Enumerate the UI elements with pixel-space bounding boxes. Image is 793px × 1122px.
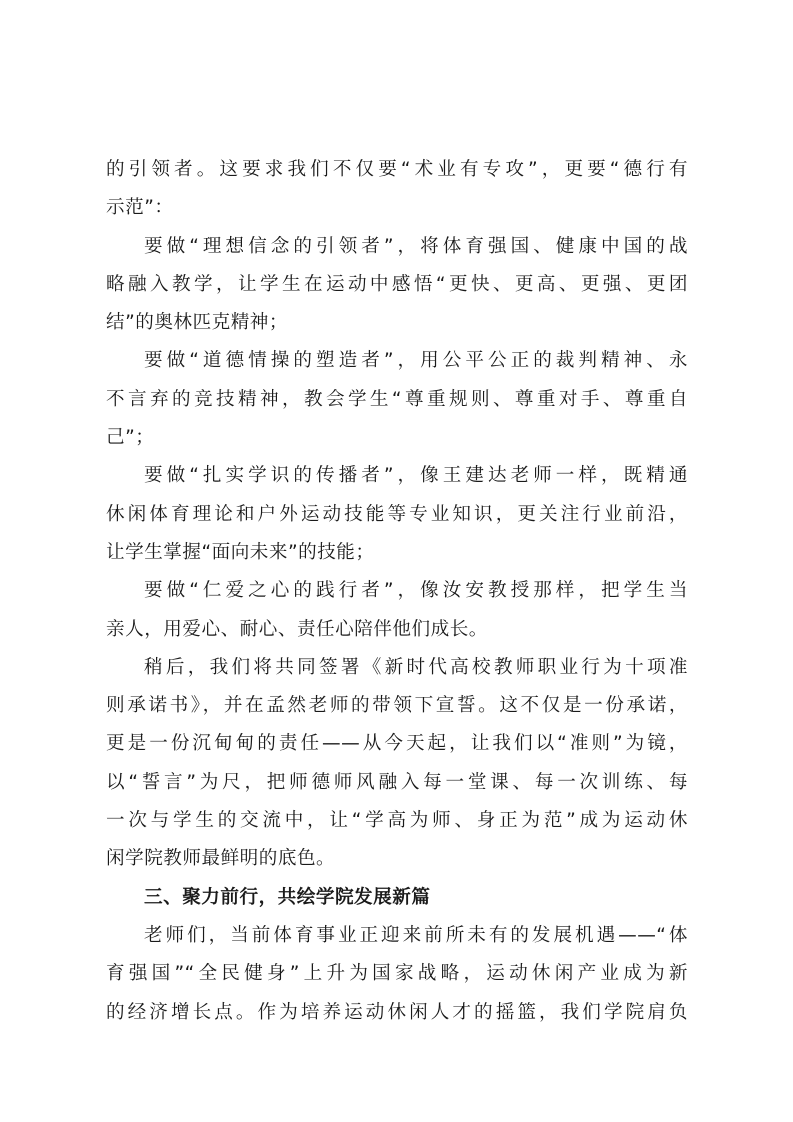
- text-line: 一次与学生的交流中，让“学高为师、身正为范”成为运动休: [106, 810, 688, 832]
- document-body: [106, 151, 688, 1032]
- text-line: 要做“道德情操的塑造者”，用公平公正的裁判精神、永: [144, 350, 688, 372]
- text-line: 更是一份沉甸甸的责任——从今天起，让我们以“准则”为镜，: [106, 733, 688, 755]
- text-line: 不言弃的竞技精神，教会学生“尊重规则、尊重对手、尊重自: [106, 388, 688, 410]
- text-line: 育强国”“全民健身”上升为国家战略，运动休闲产业成为新: [106, 963, 688, 985]
- text-line: 则承诺书》，并在孟然老师的带领下宣誓。这不仅是一份承诺，: [106, 695, 688, 717]
- text-line: 要做“理想信念的引领者”，将体育强国、健康中国的战: [144, 235, 688, 257]
- text-line: 要做“扎实学识的传播者”，像王建达老师一样，既精通: [144, 465, 688, 487]
- text-line: 示范”：: [106, 197, 174, 219]
- text-line: 的引领者。这要求我们不仅要“术业有专攻”，更要“德行有: [106, 159, 688, 180]
- text-line: 稍后，我们将共同签署《新时代高校教师职业行为十项准: [144, 656, 688, 678]
- text-line: 老师们，当前体育事业正迎来前所未有的发展机遇——“体: [144, 924, 688, 946]
- text-line: 己”；: [106, 427, 155, 449]
- text-line: 闲学院教师最鲜明的底色。: [106, 848, 336, 870]
- text-line: 以“誓言”为尺，把师德师风融入每一堂课、每一次训练、每: [106, 771, 688, 793]
- text-line: 让学生掌握“面向未来”的技能；: [106, 541, 375, 563]
- text-line: 休闲体育理论和户外运动技能等专业知识，更关注行业前沿，: [106, 503, 688, 525]
- text-line: 亲人，用爱心、耐心、责任心陪伴他们成长。: [106, 618, 488, 640]
- section-heading: 三、聚力前行，共绘学院发展新篇: [144, 886, 431, 908]
- text-line: 的经济增长点。作为培养运动休闲人才的摇篮，我们学院肩负: [106, 1001, 688, 1023]
- text-line: 要做“仁爱之心的践行者”，像汝安教授那样，把学生当: [144, 580, 688, 602]
- text-line: 结”的奥林匹克精神；: [106, 312, 288, 334]
- text-line: 略融入教学，让学生在运动中感悟“更快、更高、更强、更团: [106, 273, 688, 295]
